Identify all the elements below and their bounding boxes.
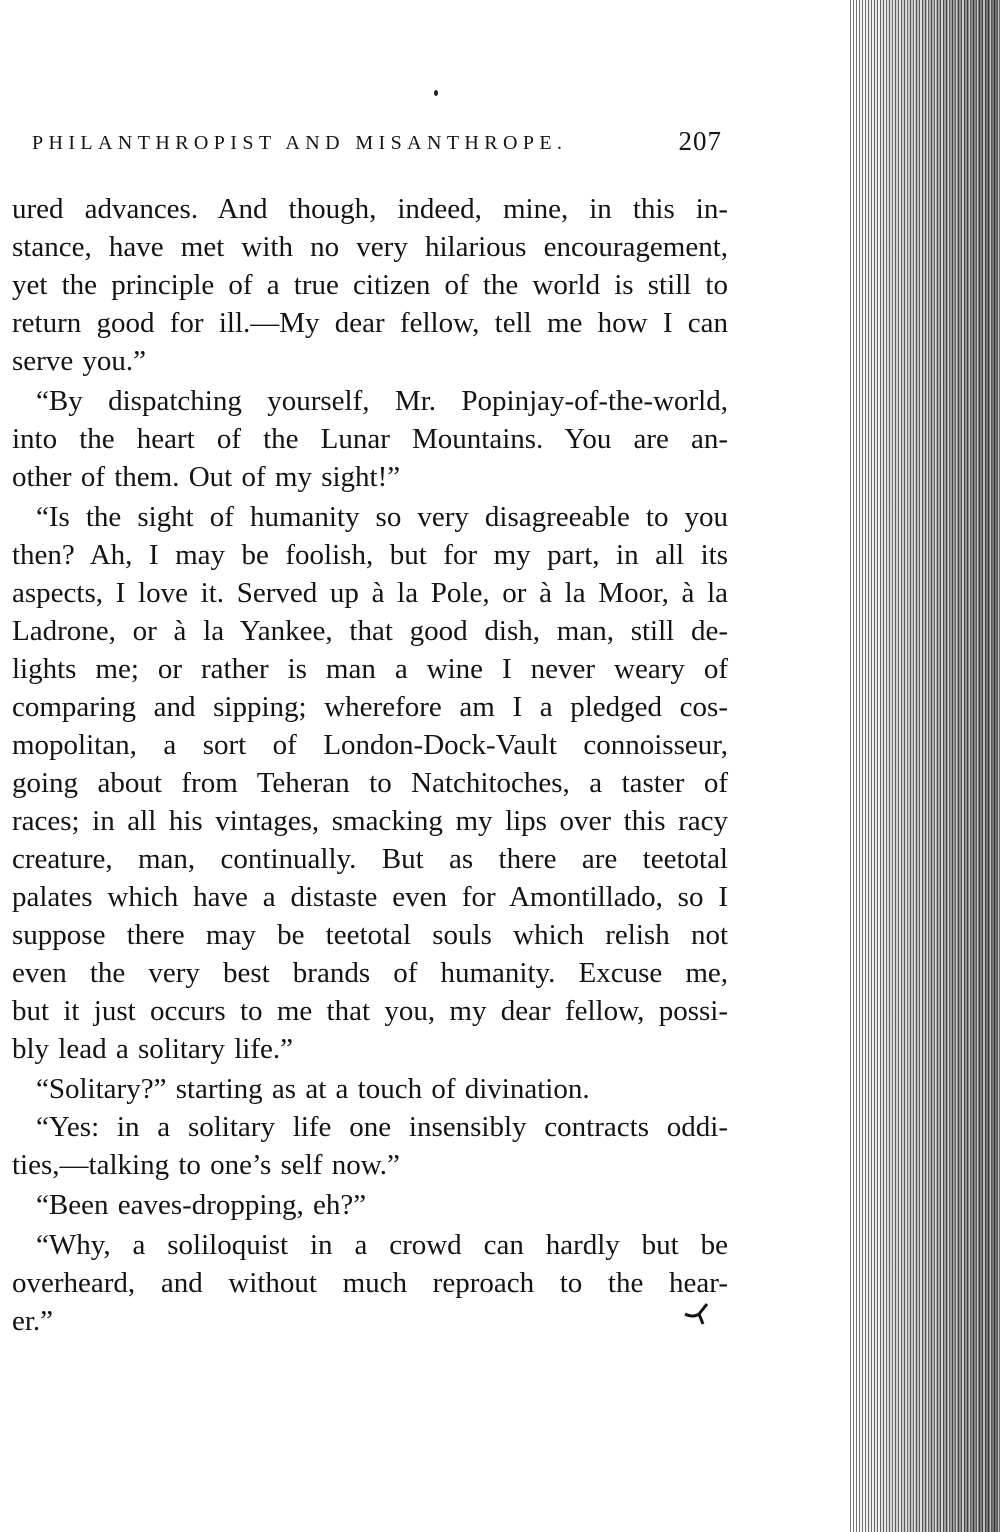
text-line: Ladrone, or à la Yankee, that good dish, man, still de- xyxy=(12,615,728,647)
page-number: 207 xyxy=(678,126,722,156)
text-line: er.” xyxy=(12,1305,54,1337)
text-line: lights me; or rather is man a wine I never weary of xyxy=(12,653,728,685)
text-line: return good for ill.—My dear fellow, tell me how I can xyxy=(12,307,728,339)
text-line: bly lead a solitary life.” xyxy=(12,1033,293,1065)
text-line: “Yes: in a solitary life one insensibly contracts oddi- xyxy=(36,1111,728,1143)
text-line: other of them. Out of my sight!” xyxy=(12,461,401,493)
text-line: overheard, and without much reproach to the hear- xyxy=(12,1267,728,1299)
text-line: “Is the sight of humanity so very disagreeable to you xyxy=(36,501,728,533)
text-line: “Solitary?” starting as at a touch of divination. xyxy=(36,1073,590,1105)
text-line: then? Ah, I may be foolish, but for my part, in all its xyxy=(12,539,728,571)
text-line: “Been eaves-dropping, eh?” xyxy=(36,1189,367,1221)
page-edge-gutter xyxy=(850,0,1000,1532)
text-line: but it just occurs to me that you, my dear fellow, possi- xyxy=(12,995,728,1027)
text-line: ties,—talking to one’s self now.” xyxy=(12,1149,400,1181)
text-line: stance, have met with no very hilarious encouragement, xyxy=(12,231,728,263)
text-line: even the very best brands of humanity. Excuse me, xyxy=(12,957,728,989)
text-line: palates which have a distaste even for Amontillado, so I xyxy=(12,881,728,913)
ink-mark-icon xyxy=(683,1300,713,1326)
text-line: going about from Teheran to Natchitoches, a taster of xyxy=(12,767,728,799)
text-line: races; in all his vintages, smacking my lips over this racy xyxy=(12,805,728,837)
running-header xyxy=(32,126,722,166)
text-line: yet the principle of a true citizen of the world is still to xyxy=(12,269,728,301)
text-line: comparing and sipping; wherefore am I a pledged cos- xyxy=(12,691,728,723)
text-line: into the heart of the Lunar Mountains. You are an- xyxy=(12,423,728,455)
text-line: suppose there may be teetotal souls which relish not xyxy=(12,919,728,951)
text-line: creature, man, continually. But as there are teetotal xyxy=(12,843,728,875)
text-line: mopolitan, a sort of London-Dock-Vault connoisseur, xyxy=(12,729,728,761)
running-head-title: PHILANTHROPIST AND MISANTHROPE. xyxy=(32,132,568,154)
text-line: aspects, I love it. Served up à la Pole, or à la Moor, à la xyxy=(12,577,728,609)
text-line: “By dispatching yourself, Mr. Popinjay-of-the-world, xyxy=(36,385,728,417)
print-speck xyxy=(434,90,438,96)
text-line: ured advances. And though, indeed, mine, in this in- xyxy=(12,193,728,225)
text-line: serve you.” xyxy=(12,345,147,377)
text-line: “Why, a soliloquist in a crowd can hardly but be xyxy=(36,1229,728,1261)
